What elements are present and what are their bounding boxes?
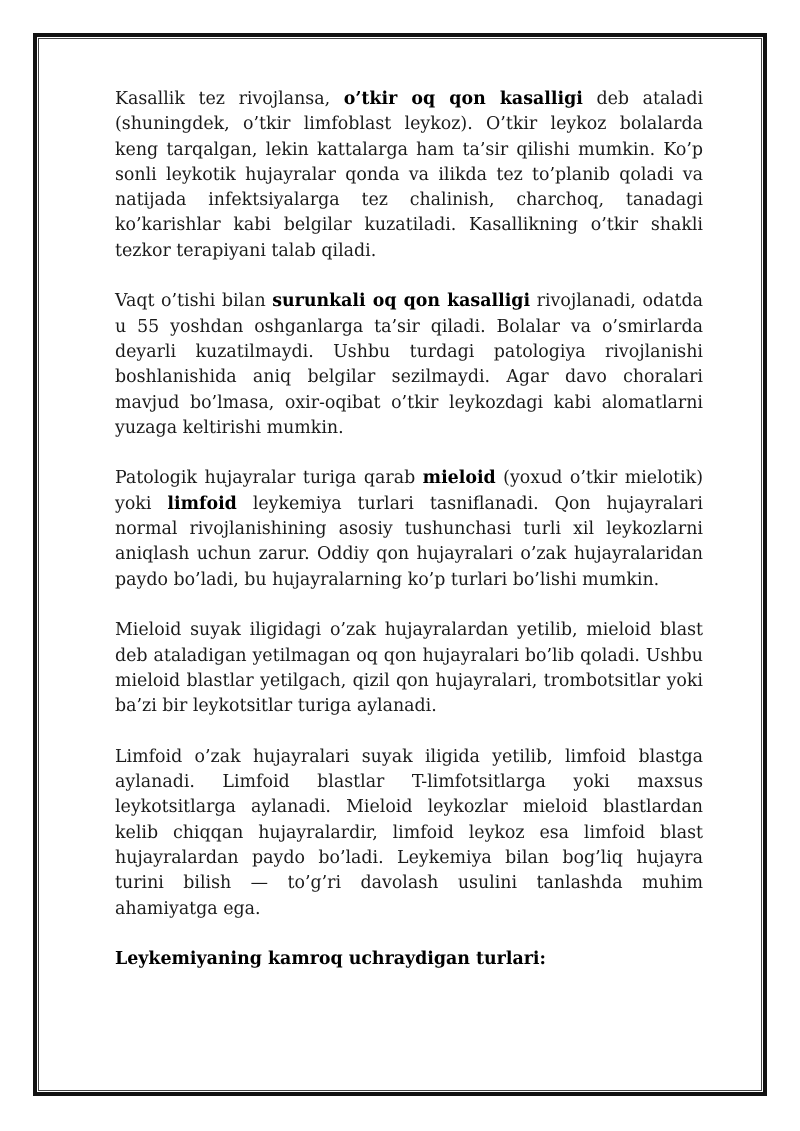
text-run: Patologik hujayralar turiga qarab bbox=[115, 468, 423, 489]
text-run: Vaqt o’tishi bilan bbox=[115, 291, 273, 312]
paragraph-lymphoid: Limfoid o’zak hujayralari suyak iligida yetilib, limfoid blastga aylanadi. Limfoid blastlar T-limfotsitlarga yoki maxsus leykotsitlarga aylanadi. Mieloid leykozlar mieloid blastlardan kelib chiqqan hujayralardir, limfoid leykoz esa limfoid blast hujayralardan paydo bo’ladi. Leykemiya bilan bog’liq hujayra turini bilish — to’g’ri davolash usulini tanlashda muhim ahamiyatga ega. bbox=[115, 746, 703, 919]
section-heading: Leykemiyaning kamroq uchraydigan turlari: bbox=[115, 949, 546, 970]
text-run: rivojlanadi, odatda u 55 yoshdan oshganlarga ta’sir qiladi. Bolalar va o’smirlarda deyarli kuzatilmaydi. Ushbu turdagi patologiya rivojlanishi boshlanishida aniq belgilar sezilmaydi. Agar davo choralari mavjud bo’lmasa, oxir-oqibat o’tkir leykozdagi kabi alomatlarni yuzaga keltirishi mumkin. bbox=[115, 291, 703, 438]
paragraph-acute-leukemia bbox=[115, 87, 703, 264]
text-run: deb ataladi (shuningdek, o’tkir limfoblast leykoz). O’tkir leykoz bolalarda keng tarqalgan, lekin kattalarga ham ta’sir qilishi mumkin. Ko’p sonli leykotik hujayralar qonda va ilikda tez to’planib qoladi va natijada infektsiyalarga tez chalinish, charchoq, tanadagi ko’karishlar kabi belgilar kuzatiladi. Kasallikning o’tkir shakli tezkor terapiyani talab qiladi. bbox=[115, 89, 704, 261]
paragraph-chronic-leukemia bbox=[115, 289, 703, 441]
text-run: Kasallik tez rivojlansa, bbox=[115, 89, 344, 109]
term-lymphoid: limfoid bbox=[167, 493, 237, 514]
term-chronic-leukemia: surunkali oq qon kasalligi bbox=[272, 291, 531, 312]
text-run: leykemiya turlari tasniflanadi. Qon hujayralari normal rivojlanishining asosiy tushunchasi turli xil leykozlarni aniqlash uchun zarur. Oddiy qon hujayralari o’zak hujayralaridan paydo bo’ladi, bu hujayralarning ko’p turlari bo’lishi mumkin. bbox=[115, 493, 703, 590]
paragraph-myeloid: Mieloid suyak iligidagi o’zak hujayralardan yetilib, mieloid blast deb ataladigan yetilmagan oq qon hujayralari bo’lib qoladi. Ushbu mieloid blastlar yetilgach, qizil qon hujayralari, trombotsitlar yoki ba’zi bir leykotsitlar turiga aylanadi. bbox=[115, 620, 703, 717]
text-run: (yoxud o’tkir mielotik) yoki bbox=[115, 468, 703, 514]
term-acute-leukemia: o’tkir oq qon kasalligi bbox=[343, 89, 583, 109]
paragraph-classification bbox=[115, 466, 703, 592]
term-myeloid: mieloid bbox=[422, 468, 496, 489]
document-body bbox=[115, 87, 703, 998]
